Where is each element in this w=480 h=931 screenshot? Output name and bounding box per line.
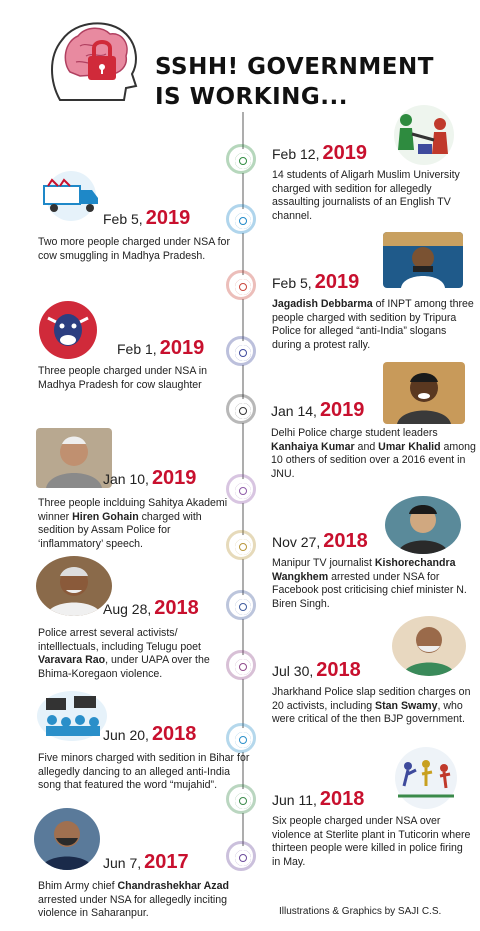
photo-chandrashekhar-azad bbox=[34, 808, 100, 870]
event-text: among 10 others of sedition over a 2016 event in JNU. bbox=[271, 440, 476, 480]
event-description bbox=[272, 298, 477, 352]
event-text: charged with sedition by Assam Police for ‘inflammatory’ speech. bbox=[38, 510, 202, 550]
event-description bbox=[38, 236, 238, 263]
protest-crowd-icon bbox=[36, 690, 108, 742]
event-year: 2018 bbox=[316, 659, 361, 681]
event-text: Jharkhand Police slap sedition charges on 20 activists, including bbox=[272, 686, 471, 712]
timeline-node bbox=[231, 149, 255, 173]
event-text: Six people charged under NSA over violence at Sterlite plant in Tuticorin where thirteen people were killed in police firing in May. bbox=[272, 815, 471, 868]
event-month-day: Jun 11, bbox=[272, 792, 317, 808]
event-month-day: Feb 12, bbox=[272, 146, 320, 162]
event-date bbox=[272, 530, 368, 553]
event-month-day: Aug 28, bbox=[103, 601, 152, 617]
event-description bbox=[272, 815, 472, 869]
event-description bbox=[271, 427, 476, 481]
timeline-node bbox=[231, 399, 255, 423]
photo-jagadish-debbarma bbox=[383, 232, 463, 288]
event-description bbox=[38, 497, 238, 551]
event-text: 14 students of Aligarh Muslim University charged with sedition for allegedly assaulting journalists of an English TV channel. bbox=[272, 169, 460, 222]
event-date bbox=[271, 399, 364, 422]
title-line-2: IS WORKING... bbox=[155, 84, 348, 110]
title-line-1: SSHH! GOVERNMENT bbox=[155, 54, 434, 80]
event-year: 2018 bbox=[319, 788, 365, 810]
timeline-node bbox=[231, 275, 255, 299]
event-year: 2019 bbox=[319, 399, 365, 421]
event-year: 2019 bbox=[322, 142, 367, 164]
event-description bbox=[38, 880, 243, 921]
event-name-bold: Kishorechandra Wangkhem bbox=[272, 557, 456, 583]
timeline-node bbox=[231, 209, 255, 233]
event-month-day: Jun 7, bbox=[103, 855, 142, 871]
event-text: of INPT among three people charged with sedition by Tripura Police for alleged “anti-India” slogans during a protest rally. bbox=[272, 298, 474, 351]
event-year: 2019 bbox=[314, 271, 360, 293]
event-text: and bbox=[354, 440, 379, 453]
event-month-day: Jan 10, bbox=[103, 471, 149, 487]
photo-varavara-rao bbox=[36, 556, 112, 616]
timeline-node bbox=[231, 789, 255, 813]
photo-hiren-gohain bbox=[36, 428, 112, 488]
event-date bbox=[272, 271, 359, 294]
event-year: 2019 bbox=[159, 337, 205, 359]
event-name-bold: Hiren Gohain bbox=[72, 510, 139, 523]
event-text: Delhi Police charge student leaders bbox=[271, 427, 438, 439]
event-description bbox=[272, 686, 477, 727]
photo-kishorechandra-wangkhem bbox=[385, 496, 461, 554]
event-date bbox=[103, 597, 199, 620]
cow-icon bbox=[36, 300, 100, 360]
event-text: Manipur TV journalist bbox=[272, 557, 375, 569]
event-description bbox=[38, 752, 253, 793]
timeline-node bbox=[231, 728, 255, 752]
event-month-day: Jul 30, bbox=[272, 663, 314, 679]
timeline-node bbox=[231, 341, 255, 365]
event-date bbox=[103, 467, 196, 490]
event-name-bold: Chandrashekhar Azad bbox=[117, 880, 229, 892]
event-name-bold: Umar Khalid bbox=[378, 440, 441, 453]
event-text: Three people inclduing Sahitya Akademi winner bbox=[38, 497, 228, 523]
timeline-node bbox=[231, 535, 255, 559]
photo-kanhaiya-kumar bbox=[383, 362, 465, 424]
event-description bbox=[272, 169, 480, 223]
event-month-day: Nov 27, bbox=[272, 534, 321, 550]
event-year: 2017 bbox=[144, 851, 189, 873]
event-month-day: Jun 20, bbox=[103, 727, 149, 743]
timeline-node bbox=[231, 846, 255, 870]
event-description bbox=[38, 627, 238, 681]
event-text: arrested under NSA for Facebook post criticising chief minister N. Biren Singh. bbox=[272, 570, 467, 610]
page-title bbox=[155, 52, 475, 112]
event-year: 2018 bbox=[323, 530, 368, 552]
event-date bbox=[272, 788, 364, 811]
dancing-crowd-icon bbox=[386, 746, 466, 810]
event-month-day: Feb 5, bbox=[103, 211, 143, 227]
timeline-node bbox=[231, 655, 255, 679]
event-date bbox=[103, 851, 189, 874]
event-date bbox=[103, 207, 190, 230]
event-text: Two more people charged under NSA for cow smuggling in Madhya Pradesh. bbox=[38, 236, 230, 262]
photo-stan-swamy bbox=[392, 616, 466, 676]
event-year: 2018 bbox=[154, 597, 199, 619]
event-month-day: Feb 5, bbox=[272, 275, 312, 291]
timeline-node bbox=[231, 595, 255, 619]
event-name-bold: Kanhaiya Kumar bbox=[271, 440, 355, 453]
event-text: , under UAPA over the Bhima-Koregaon violence. bbox=[38, 654, 210, 680]
event-name-bold: Stan Swamy bbox=[375, 699, 438, 712]
protest-icon bbox=[384, 104, 464, 166]
event-date bbox=[272, 142, 367, 165]
event-name-bold: Jagadish Debbarma bbox=[272, 298, 373, 310]
event-description bbox=[38, 365, 238, 392]
event-month-day: Jan 14, bbox=[271, 403, 317, 419]
event-date bbox=[272, 659, 361, 682]
truck-icon bbox=[36, 170, 106, 222]
event-date bbox=[117, 337, 204, 360]
event-text: , who were critical of the then BJP government. bbox=[272, 699, 465, 726]
event-date bbox=[103, 723, 196, 746]
event-month-day: Feb 1, bbox=[117, 341, 157, 357]
credit-text: Illustrations & Graphics by SAJI C.S. bbox=[279, 906, 442, 917]
event-year: 2019 bbox=[151, 467, 197, 489]
event-text: Bhim Army chief bbox=[38, 880, 118, 892]
event-year: 2018 bbox=[151, 723, 197, 745]
event-text: Police arrest several activists/ intelllectuals, including Telugu poet bbox=[38, 627, 201, 653]
event-text: Five minors charged with sedition in Bihar for allegedly dancing to an alleged anti-India song that featured the word “mujahid”. bbox=[38, 752, 250, 792]
event-text: Three people charged under NSA in Madhya Pradesh for cow slaughter bbox=[38, 365, 208, 391]
event-description bbox=[272, 557, 477, 611]
event-text: arrested under NSA for allegedly inciting violence in Saharanpur. bbox=[38, 893, 228, 920]
event-year: 2019 bbox=[145, 207, 191, 229]
event-name-bold: Varavara Rao bbox=[38, 654, 106, 667]
head-lock-icon bbox=[40, 12, 150, 112]
